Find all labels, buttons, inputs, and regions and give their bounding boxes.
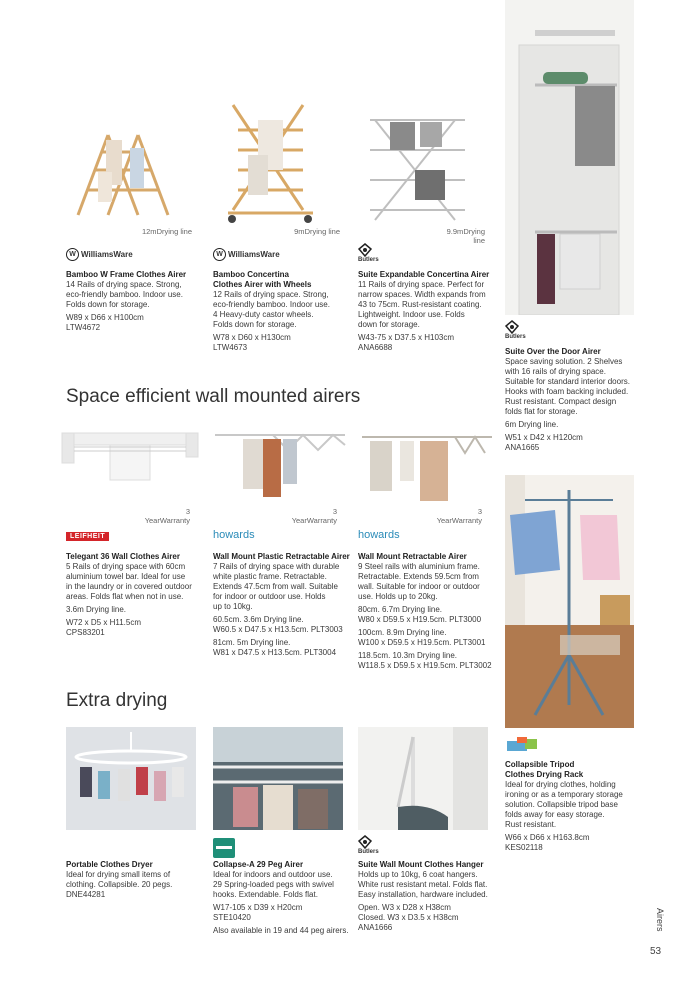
- product-suite-wall-hanger: Suite Wall Mount Clothes Hanger Holds up to 10kg, 6 coat hangers. White rust resistant metal. Folds flat. Easy installation, hardware included. Open. W3 x D28 x H38cm Closed. W3 x D3.5 x H38cm ANA1666: [358, 860, 488, 932]
- product-bamboo-w-frame: Bamboo W Frame Clothes Airer 14 Rails of drying space. Strong, eco-friendly bamboo. Indoor use. Folds down for storage. W89 x D66 x H100cm LTW4672: [66, 270, 187, 332]
- product-tripod: Collapsible Tripod Clothes Drying Rack Ideal for drying clothes, holding ironing or as a temporary storage solution. Collapsible tripod base folds away for easy storage. Rust resistant. W66 x D66 x H163.8cm KES02118: [505, 760, 623, 852]
- butlers-logo: [358, 243, 379, 263]
- butlers-heart-icon: [505, 320, 519, 334]
- homestyle-logo-icon: [507, 737, 537, 751]
- wall-mount-retractable-image: [360, 425, 495, 505]
- butlers-heart-icon: [358, 243, 372, 257]
- bamboo-w-frame-image: [68, 120, 178, 220]
- brand-name: Butlers: [505, 334, 526, 340]
- leifheit-logo: LEIFHEIT: [66, 532, 109, 541]
- drying-line-caption: 9.9mDrying line: [446, 227, 485, 245]
- product-wall-mount-retractable: Wall Mount Retractable Airer 9 Steel rails with aluminium frame. Retractable. Extends 59.5cm from wall. Suitable for indoor or outdoor use. Holds up to 20kg. 80cm. 6.7m Drying line. W80 x D59.5 x H19.5cm. PLT3000 100cm. 8.9m Drying line. W100 x D59.5 x H19.5cm. PLT3001 118.5cm. 10.3m Drying line. W118.5 x D59.5 x H19.5cm. PLT3002: [358, 552, 492, 670]
- section-title-extra-drying: Extra drying: [66, 690, 168, 711]
- wall-mount-plastic-image: [213, 425, 348, 505]
- collapse-peg-image: [213, 727, 343, 830]
- ww-emblem-icon: W: [213, 248, 226, 261]
- williams-ware-logo: [213, 248, 280, 261]
- bamboo-concertina-image: [218, 95, 323, 225]
- product-suite-expandable: Suite Expandable Concertina Airer 11 Rails of drying space. Perfect for narrow spaces. Width expands from 43 to 75cm. Rust-resistant coating. Lightweight. Indoor use. Folds down for storage. W43-75 x D37.5 x H103cm ANA6688: [358, 270, 490, 352]
- wenko-logo-icon: [213, 838, 235, 858]
- drying-line-caption: 12mDrying line: [141, 227, 192, 236]
- page-number: 53: [650, 946, 662, 957]
- product-bamboo-concertina: Bamboo Concertina Clothes Airer with Wheels 12 Rails of drying space. Strong, eco-friendly bamboo. Indoor use. 4 Heavy-duty castor wheels. Folds down for storage. W78 x D60 x H130cm LTW4673: [213, 270, 330, 352]
- brand-name: Butlers: [358, 849, 379, 855]
- suite-expandable-image: [365, 110, 475, 230]
- brand-name: WilliamsWare: [228, 250, 280, 259]
- butlers-heart-icon: [358, 835, 372, 849]
- product-portable-dryer: Portable Clothes Dryer Ideal for drying small items of clothing. Collapsible. 20 pegs. DNE44281: [66, 860, 173, 899]
- howards-logo: howards: [213, 529, 255, 541]
- brand-name: Butlers: [358, 257, 379, 263]
- williams-ware-logo: [66, 248, 133, 261]
- suite-over-door-image: [505, 0, 634, 315]
- ww-emblem-icon: W: [66, 248, 79, 261]
- portable-dryer-image: [66, 727, 196, 830]
- warranty-caption: 3 YearWarranty: [291, 507, 337, 525]
- product-collapse-a-peg: Collapse-A 29 Peg Airer Ideal for indoors and outdoor use. 29 Spring-loaded pegs with swivel hooks. Extendable. Folds flat. W17-105 x D39 x H20cm STE10420 Also available in 19 and 44 peg airers.: [213, 860, 349, 935]
- tripod-rack-image: [505, 475, 634, 728]
- howards-logo: howards: [358, 529, 400, 541]
- telegant-image: [60, 425, 200, 495]
- butlers-logo: [358, 835, 379, 855]
- section-title-wall-airers: Space efficient wall mounted airers: [66, 386, 361, 407]
- product-wall-mount-plastic: Wall Mount Plastic Retractable Airer 7 Rails of drying space with durable white plastic frame. Retractable. Extends 47.5cm from wall. Suitable for indoor or outdoor use. Holds up to 10kg. 60.5cm. 3.6m Drying line. W60.5 x D47.5 x H13.5cm. PLT3003 81cm. 5m Drying line. W81 x D47.5 x H13.5cm. PLT3004: [213, 552, 350, 657]
- suite-wall-hanger-image: [358, 727, 488, 830]
- drying-line-caption: 9mDrying line: [294, 227, 340, 236]
- warranty-caption: 3 YearWarranty: [436, 507, 482, 525]
- product-telegant: Telegant 36 Wall Clothes Airer 5 Rails of drying space with 60cm aluminium towel bar. Ideal for use in the laundry or in covered outdoor areas. Folds flat when not in use. 3.6m Drying line. W72 x D5 x H11.5cm CPS83201: [66, 552, 192, 637]
- brand-name: WilliamsWare: [81, 250, 133, 259]
- product-suite-over-door: Suite Over the Door Airer Space saving solution. 2 Shelves with 16 rails of drying space. Suitable for standard interior doors. Hooks with foam backing included. Rust resistant. Compact design folds flat for storage. 6m Drying line. W51 x D42 x H120cm ANA1665: [505, 347, 630, 452]
- section-side-label: Airers: [655, 908, 665, 932]
- warranty-caption: 3 YearWarranty: [144, 507, 190, 525]
- butlers-logo: [505, 320, 526, 340]
